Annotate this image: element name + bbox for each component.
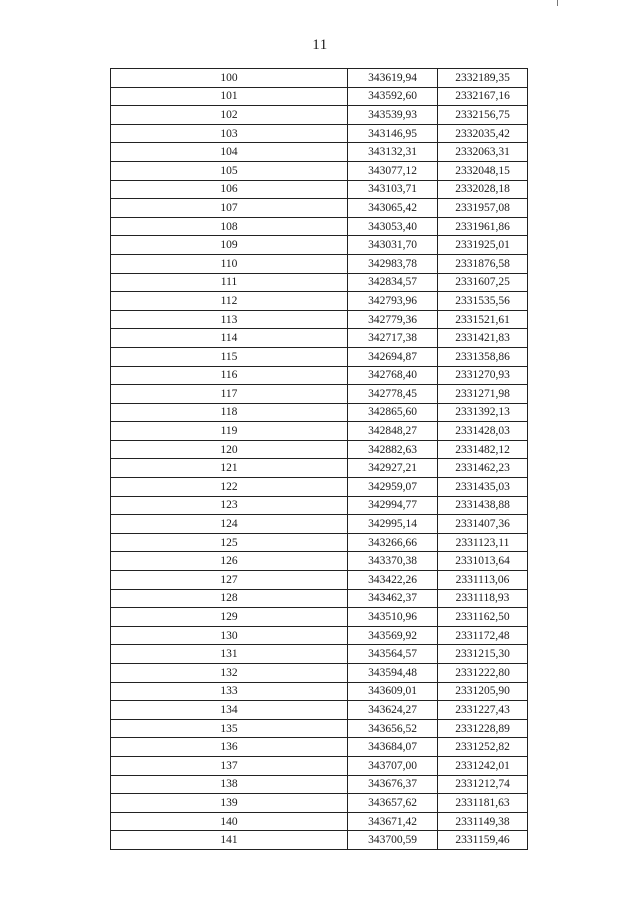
table-row [111,571,528,590]
point-number-cell: 125 [111,533,348,552]
table-row [111,143,528,162]
y-coordinate-cell: 2331421,83 [438,329,528,348]
point-number-cell: 139 [111,794,348,813]
y-coordinate-cell: 2331215,30 [438,645,528,664]
x-coordinate-cell: 343657,62 [348,794,438,813]
y-coordinate-cell: 2331222,80 [438,664,528,683]
x-coordinate-cell: 343539,93 [348,106,438,125]
y-coordinate-cell: 2331162,50 [438,608,528,627]
x-coordinate-cell: 342994,77 [348,496,438,515]
x-coordinate-cell: 342882,63 [348,440,438,459]
point-number-cell: 134 [111,701,348,720]
point-number-cell: 121 [111,459,348,478]
x-coordinate-cell: 342694,87 [348,347,438,366]
table-row [111,682,528,701]
y-coordinate-cell: 2331271,98 [438,385,528,404]
point-number-cell: 138 [111,775,348,794]
y-coordinate-cell: 2331205,90 [438,682,528,701]
x-coordinate-cell: 342717,38 [348,329,438,348]
x-coordinate-cell: 343592,60 [348,87,438,106]
point-number-cell: 124 [111,515,348,534]
point-number-cell: 128 [111,589,348,608]
y-coordinate-cell: 2331876,58 [438,254,528,273]
point-number-cell: 101 [111,87,348,106]
point-number-cell: 135 [111,719,348,738]
x-coordinate-cell: 343609,01 [348,682,438,701]
y-coordinate-cell: 2332156,75 [438,106,528,125]
table-row [111,347,528,366]
table-row [111,310,528,329]
table-row [111,831,528,850]
scan-mark [557,0,558,6]
x-coordinate-cell: 342793,96 [348,292,438,311]
y-coordinate-cell: 2331961,86 [438,217,528,236]
y-coordinate-cell: 2332048,15 [438,161,528,180]
table-row [111,775,528,794]
y-coordinate-cell: 2332028,18 [438,180,528,199]
y-coordinate-cell: 2331252,82 [438,738,528,757]
point-number-cell: 136 [111,738,348,757]
point-number-cell: 120 [111,440,348,459]
y-coordinate-cell: 2331428,03 [438,422,528,441]
point-number-cell: 106 [111,180,348,199]
x-coordinate-cell: 343510,96 [348,608,438,627]
point-number-cell: 116 [111,366,348,385]
y-coordinate-cell: 2331957,08 [438,199,528,218]
y-coordinate-cell: 2332063,31 [438,143,528,162]
x-coordinate-cell: 342865,60 [348,403,438,422]
x-coordinate-cell: 343564,57 [348,645,438,664]
table-row [111,812,528,831]
table-row [111,440,528,459]
x-coordinate-cell: 342927,21 [348,459,438,478]
table-row [111,273,528,292]
point-number-cell: 141 [111,831,348,850]
page-number: 11 [312,37,328,53]
point-number-cell: 112 [111,292,348,311]
x-coordinate-cell: 343266,66 [348,533,438,552]
point-number-cell: 119 [111,422,348,441]
y-coordinate-cell: 2331462,23 [438,459,528,478]
x-coordinate-cell: 343053,40 [348,217,438,236]
y-coordinate-cell: 2331407,36 [438,515,528,534]
point-number-cell: 105 [111,161,348,180]
point-number-cell: 126 [111,552,348,571]
point-number-cell: 102 [111,106,348,125]
x-coordinate-cell: 343684,07 [348,738,438,757]
point-number-cell: 104 [111,143,348,162]
table-row [111,161,528,180]
point-number-cell: 113 [111,310,348,329]
table-row [111,645,528,664]
point-number-cell: 127 [111,571,348,590]
table-row [111,794,528,813]
table-row [111,664,528,683]
table-row [111,589,528,608]
table-row [111,385,528,404]
table-row [111,180,528,199]
y-coordinate-cell: 2332167,16 [438,87,528,106]
table-row [111,515,528,534]
y-coordinate-cell: 2331358,86 [438,347,528,366]
y-coordinate-cell: 2331438,88 [438,496,528,515]
x-coordinate-cell: 342778,45 [348,385,438,404]
y-coordinate-cell: 2331521,61 [438,310,528,329]
point-number-cell: 110 [111,254,348,273]
y-coordinate-cell: 2331435,03 [438,478,528,497]
table-row [111,478,528,497]
x-coordinate-cell: 343671,42 [348,812,438,831]
point-number-cell: 140 [111,812,348,831]
y-coordinate-cell: 2331113,06 [438,571,528,590]
table-row [111,106,528,125]
point-number-cell: 100 [111,69,348,88]
point-number-cell: 111 [111,273,348,292]
y-coordinate-cell: 2332035,42 [438,124,528,143]
y-coordinate-cell: 2331228,89 [438,719,528,738]
y-coordinate-cell: 2331172,48 [438,626,528,645]
x-coordinate-cell: 342848,27 [348,422,438,441]
x-coordinate-cell: 342995,14 [348,515,438,534]
y-coordinate-cell: 2331925,01 [438,236,528,255]
x-coordinate-cell: 343594,48 [348,664,438,683]
y-coordinate-cell: 2331159,46 [438,831,528,850]
y-coordinate-cell: 2331227,43 [438,701,528,720]
y-coordinate-cell: 2331118,93 [438,589,528,608]
y-coordinate-cell: 2331270,93 [438,366,528,385]
y-coordinate-cell: 2331013,64 [438,552,528,571]
x-coordinate-cell: 343676,37 [348,775,438,794]
x-coordinate-cell: 342779,36 [348,310,438,329]
x-coordinate-cell: 343619,94 [348,69,438,88]
point-number-cell: 109 [111,236,348,255]
x-coordinate-cell: 343103,71 [348,180,438,199]
y-coordinate-cell: 2331242,01 [438,756,528,775]
x-coordinate-cell: 343146,95 [348,124,438,143]
x-coordinate-cell: 343031,70 [348,236,438,255]
table-row [111,366,528,385]
table-row [111,552,528,571]
x-coordinate-cell: 343462,37 [348,589,438,608]
point-number-cell: 107 [111,199,348,218]
table-row [111,199,528,218]
table-row [111,533,528,552]
table-row [111,756,528,775]
y-coordinate-cell: 2331535,56 [438,292,528,311]
table-row [111,496,528,515]
point-number-cell: 114 [111,329,348,348]
table-row [111,403,528,422]
x-coordinate-cell: 342959,07 [348,478,438,497]
point-number-cell: 115 [111,347,348,366]
point-number-cell: 130 [111,626,348,645]
point-number-cell: 118 [111,403,348,422]
x-coordinate-cell: 343132,31 [348,143,438,162]
table-row [111,738,528,757]
table-row [111,254,528,273]
point-number-cell: 133 [111,682,348,701]
x-coordinate-cell: 343065,42 [348,199,438,218]
x-coordinate-cell: 343700,59 [348,831,438,850]
point-number-cell: 123 [111,496,348,515]
table-row [111,236,528,255]
table-row [111,329,528,348]
x-coordinate-cell: 343422,26 [348,571,438,590]
x-coordinate-cell: 342834,57 [348,273,438,292]
y-coordinate-cell: 2331607,25 [438,273,528,292]
table-row [111,608,528,627]
table-row [111,217,528,236]
table-row [111,626,528,645]
y-coordinate-cell: 2331212,74 [438,775,528,794]
point-number-cell: 103 [111,124,348,143]
x-coordinate-cell: 343707,00 [348,756,438,775]
x-coordinate-cell: 342983,78 [348,254,438,273]
y-coordinate-cell: 2331181,63 [438,794,528,813]
point-number-cell: 129 [111,608,348,627]
table-row [111,292,528,311]
point-number-cell: 131 [111,645,348,664]
table-row [111,87,528,106]
table-row [111,422,528,441]
x-coordinate-cell: 343077,12 [348,161,438,180]
table-row [111,719,528,738]
table-body [111,69,528,850]
y-coordinate-cell: 2331123,11 [438,533,528,552]
x-coordinate-cell: 343656,52 [348,719,438,738]
y-coordinate-cell: 2331392,13 [438,403,528,422]
x-coordinate-cell: 343370,38 [348,552,438,571]
y-coordinate-cell: 2331149,38 [438,812,528,831]
y-coordinate-cell: 2332189,35 [438,69,528,88]
table-row [111,69,528,88]
point-number-cell: 137 [111,756,348,775]
y-coordinate-cell: 2331482,12 [438,440,528,459]
x-coordinate-cell: 343624,27 [348,701,438,720]
table-row [111,459,528,478]
x-coordinate-cell: 343569,92 [348,626,438,645]
point-number-cell: 117 [111,385,348,404]
coordinates-table [110,68,528,850]
point-number-cell: 122 [111,478,348,497]
table-row [111,124,528,143]
x-coordinate-cell: 342768,40 [348,366,438,385]
point-number-cell: 132 [111,664,348,683]
point-number-cell: 108 [111,217,348,236]
table-row [111,701,528,720]
